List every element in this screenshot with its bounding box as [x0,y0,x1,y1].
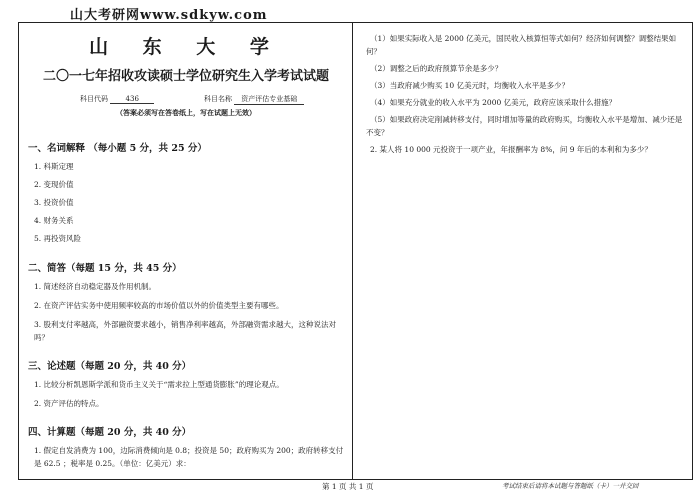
question-item: （4）如果充分就业的收入水平为 2000 亿美元，政府应该采取什么措施？ [370,98,617,107]
section-title: 一、名词解释 （每小题 5 分，共 25 分） [28,143,207,154]
subject-name-label: 科目名称 [204,95,232,103]
subject-name-value: 资产评估专业基础 [234,94,304,105]
exam-title: 二〇一七年招收攻读硕士学位研究生入学考试试题 [42,69,329,84]
section-title: 二、简答（每题 15 分，共 45 分） [28,263,182,274]
school-name: 山 东 大 学 [89,36,283,58]
question-item: 3. 股利支付率越高，外部融资要求越小，销售净利率越高，外部融资需求越大，这种说法对吗？ [34,320,337,342]
right-column [366,28,686,156]
question-item: 1. 科斯定理 [34,162,74,171]
question-item: （1）如果实际收入是 2000 亿美元，国民收入核算恒等式如何？经济如何调整？调整结果如何？ [366,34,677,56]
question-item: 2. 某人将 10 000 元投资于一项产业，年报酬率为 8%，问 9 年后的本利和为多少？ [370,145,652,154]
question-item: 2. 在资产评估实务中使用频率较高的市场价值以外的价值类型主要有哪些。 [34,301,284,310]
answer-note: （答案必须写在答卷纸上，写在试题上无效） [116,108,256,117]
question-item: 1. 比较分析凯恩斯学派和货币主义关于“需求拉上型通货膨胀”的理论观点。 [34,380,284,389]
question-item: 2. 变现价值 [34,180,74,189]
question-item: 1. 假定自发消费为 100，边际消费倾向是 0.8；投资是 50；政府购买为 200；政府转移支付是 62.5 ；税率是 0.25。（单位：亿美元）求： [34,446,344,468]
question-item: 2. 资产评估的特点。 [34,399,104,408]
subject-code [80,94,154,104]
question-item: （2）调整之后的政府预算节余是多少？ [370,64,503,73]
page-number: 第 1 页 共 1 页 [322,482,374,491]
question-item: 4. 财务关系 [34,216,74,225]
section-title: 四、计算题（每题 20 分，共 40 分） [28,427,192,438]
subject-code-value: 436 [110,95,154,104]
question-item: 1. 简述经济自动稳定器及作用机制。 [34,282,157,291]
subject-code-label: 科目代码 [80,95,108,103]
question-item: （5）如果政府决定削减转移支付，同时增加等量的政府购买，均衡收入水平是增加、减少还是不变？ [366,115,683,137]
section-title: 三、论述题（每题 20 分，共 40 分） [28,361,192,372]
watermark: 山大考研网www.sdkyw.com [70,8,268,23]
subject-meta [22,94,350,106]
column-divider [352,22,353,480]
question-item: 3. 投资价值 [34,198,74,207]
subject-name [204,94,304,105]
question-item: （3）当政府减少购买 10 亿美元时，均衡收入水平是多少？ [370,81,570,90]
question-item: 5. 再投资风险 [34,234,82,243]
return-note: 考试结束后请将本试题与答题纸（卡）一并交回 [502,482,639,490]
left-column [22,22,350,470]
